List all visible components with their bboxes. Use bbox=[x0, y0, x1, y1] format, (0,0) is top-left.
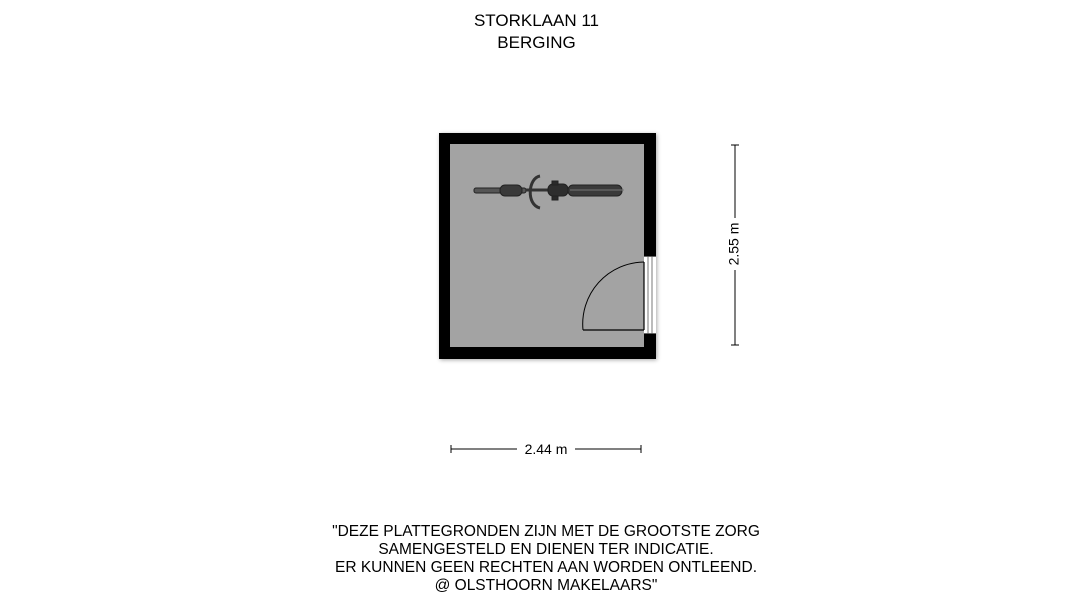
door-opening bbox=[644, 256, 656, 334]
rear-tire bbox=[500, 185, 522, 196]
address-title: STORKLAAN 11 bbox=[473, 11, 600, 30]
room-floor bbox=[450, 144, 644, 347]
disclaimer-line: ER KUNNEN GEEN RECHTEN AAN WORDEN ONTLEEND. bbox=[335, 559, 757, 576]
pedal-2 bbox=[552, 196, 558, 200]
width-dim-label: 2.44 m bbox=[524, 441, 568, 457]
seat bbox=[548, 184, 568, 196]
disclaimer-line: @ OLSTHOORN MAKELAARS" bbox=[434, 577, 658, 594]
disclaimer-line: "DEZE PLATTEGRONDEN ZIJN MET DE GROOTSTE ZORG bbox=[332, 523, 760, 540]
pedal bbox=[552, 181, 558, 185]
room-title: BERGING bbox=[497, 33, 576, 52]
height-dim-label: 2.55 m bbox=[725, 222, 742, 266]
height-dimension bbox=[726, 145, 742, 345]
width-dimension bbox=[451, 441, 641, 457]
disclaimer bbox=[0, 523, 1080, 595]
disclaimer-line: SAMENGESTELD EN DIENEN TER INDICATIE. bbox=[378, 541, 714, 558]
room-berging bbox=[439, 133, 656, 359]
